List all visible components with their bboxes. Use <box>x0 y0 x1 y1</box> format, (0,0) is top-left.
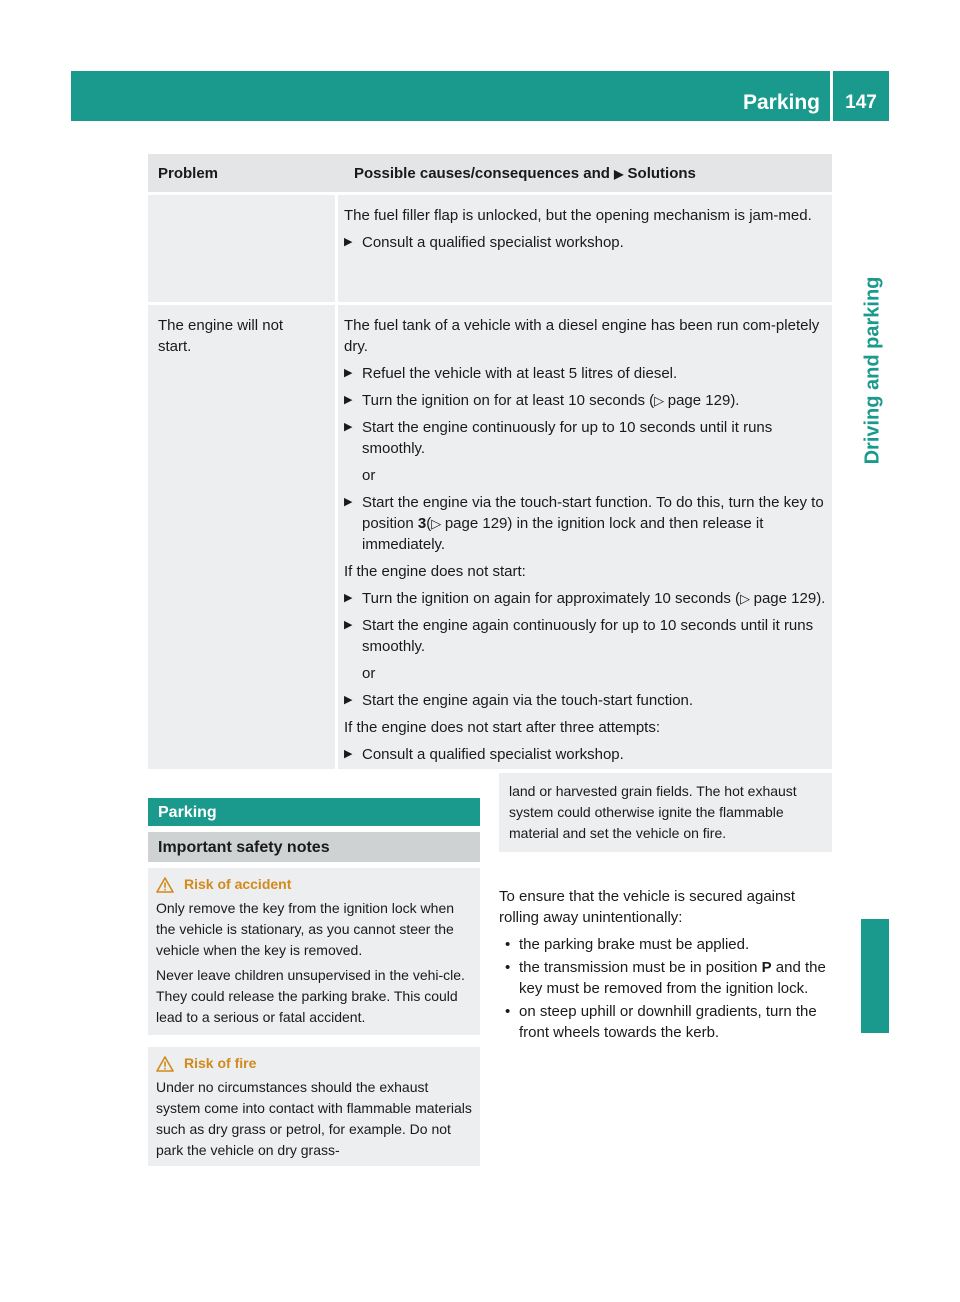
step-arrow-icon: ▶ <box>344 394 353 406</box>
bullet-icon: • <box>505 1003 511 1020</box>
step-text-part: ). <box>730 392 740 409</box>
step <box>344 744 826 765</box>
step <box>344 390 826 411</box>
page-number: 147 <box>845 92 877 113</box>
column-header-solutions-label: Solutions <box>627 164 696 182</box>
step-text: Start the engine continuously for up to 10 seconds until it runs smoothly. <box>362 419 773 457</box>
warning-text: Only remove the key from the ignition lock when the vehicle is stationary, as you cannot steer the vehicle when the key is removed. <box>156 900 455 958</box>
table-row <box>148 305 832 769</box>
problem-cell <box>148 195 335 302</box>
side-tab-marker <box>861 919 889 1033</box>
gear-position: P <box>761 959 772 976</box>
bullet-icon: • <box>505 959 511 976</box>
problem-text: The engine will not start. <box>158 317 284 355</box>
list-item <box>499 934 835 955</box>
or-text: or <box>362 665 376 682</box>
column-header-solutions <box>337 165 832 182</box>
page-ref-icon: ▷ <box>740 591 754 606</box>
bullet-icon: • <box>505 936 511 953</box>
step-text <box>362 390 826 411</box>
step <box>344 492 826 555</box>
solution-cell <box>338 195 832 302</box>
step <box>344 232 826 253</box>
list-item-text: on steep uphill or downhill gradients, turn the front wheels towards the kerb. <box>519 1003 817 1041</box>
solution-arrow-icon: ▶ <box>614 166 624 181</box>
warning-title-row <box>156 1053 472 1074</box>
cause-text: The fuel filler flap is unlocked, but the opening mechanism is jam-med. <box>344 207 812 224</box>
page-reference[interactable]: page 129 <box>667 392 731 409</box>
solution-cell <box>338 305 832 769</box>
step-text: Start the engine again via the touch-start function. <box>362 692 694 709</box>
step-text: Refuel the vehicle with at least 5 litres of diesel. <box>362 365 678 382</box>
step-text <box>362 492 826 555</box>
step-text-part: Turn the ignition on for at least 10 seconds ( <box>362 392 655 409</box>
step-text: Start the engine again continuously for up to 10 seconds until it runs smoothly. <box>362 617 814 655</box>
list-item-text <box>519 957 835 999</box>
list-item-text-part: the transmission must be in position <box>519 959 762 976</box>
warning-triangle-icon <box>156 1056 174 1072</box>
or-text: or <box>362 467 376 484</box>
header-section-title: Parking <box>742 91 820 114</box>
cause-text: The fuel tank of a vehicle with a diesel engine has been run com-pletely dry. <box>344 317 820 355</box>
section-heading-parking: Parking <box>148 798 480 826</box>
step-arrow-icon: ▶ <box>344 367 353 379</box>
warning-triangle-icon <box>156 877 174 893</box>
ignition-position: 3 <box>417 515 427 532</box>
condition-text: If the engine does not start: <box>344 563 526 580</box>
table-row <box>148 195 832 302</box>
step <box>344 417 826 459</box>
step-text-part: ). <box>816 590 826 607</box>
warning-box-fire <box>148 1047 480 1166</box>
step <box>344 363 826 384</box>
page-reference[interactable]: page 129 <box>444 515 508 532</box>
warning-title-row <box>156 874 472 895</box>
step <box>344 690 826 711</box>
warning-box-accident <box>148 868 480 1035</box>
list-item <box>499 1001 835 1043</box>
step-text-part: ( <box>426 515 432 532</box>
step-arrow-icon: ▶ <box>344 236 353 248</box>
step-arrow-icon: ▶ <box>344 619 353 631</box>
list-item-text-part: and the key must be removed from the ignition lock. <box>519 959 826 997</box>
step-text-part: Start the engine via the touch-start function. To do this, turn the key to position <box>362 494 824 532</box>
condition-text: If the engine does not start after three attempts: <box>344 719 661 736</box>
step-text <box>362 588 826 609</box>
step <box>344 588 826 609</box>
parking-instructions <box>499 886 835 1045</box>
step-text: Consult a qualified specialist workshop. <box>362 746 624 763</box>
list-item-text: the parking brake must be applied. <box>519 936 750 953</box>
step-text-part: ) in the ignition lock and then release it immediately. <box>362 515 764 553</box>
warning-text: Never leave children unsupervised in the vehi-cle. They could release the parking brake. This could lead to a serious or fatal accident. <box>156 967 465 1025</box>
step-arrow-icon: ▶ <box>344 748 353 760</box>
step-text: Consult a qualified specialist workshop. <box>362 234 624 251</box>
page-ref-icon: ▷ <box>654 393 668 408</box>
page-reference[interactable]: page 129 <box>753 590 817 607</box>
list-item <box>499 957 835 999</box>
warning-box-fire-continued <box>499 773 832 852</box>
step-arrow-icon: ▶ <box>344 496 353 508</box>
column-header-causes: Possible causes/consequences and <box>354 164 610 182</box>
subsection-heading-safety: Important safety notes <box>148 832 480 862</box>
intro-text: To ensure that the vehicle is secured against rolling away unintentionally: <box>499 888 796 926</box>
page-ref-icon: ▷ <box>431 516 445 531</box>
step-arrow-icon: ▶ <box>344 592 353 604</box>
warning-title: Risk of accident <box>184 876 292 892</box>
side-chapter-tab <box>853 255 893 485</box>
step <box>344 615 826 657</box>
step-arrow-icon: ▶ <box>344 694 353 706</box>
problem-cell <box>148 305 335 769</box>
column-header-problem: Problem <box>158 164 219 182</box>
step-arrow-icon: ▶ <box>344 421 353 433</box>
table-header <box>148 154 832 192</box>
step-text-part: Turn the ignition on again for approximately 10 seconds ( <box>362 590 740 607</box>
side-chapter-label: Driving and parking <box>861 276 884 464</box>
troubleshooting-table <box>148 154 832 769</box>
warning-title: Risk of fire <box>184 1055 257 1071</box>
warning-text: Under no circumstances should the exhaust system come into contact with flammable materials such as dry grass or petrol, for example. Do not park the vehicle on dry grass- <box>156 1079 472 1158</box>
warning-text: land or harvested grain fields. The hot exhaust system could otherwise ignite the flammable material and set the vehicle on fire. <box>509 783 797 841</box>
